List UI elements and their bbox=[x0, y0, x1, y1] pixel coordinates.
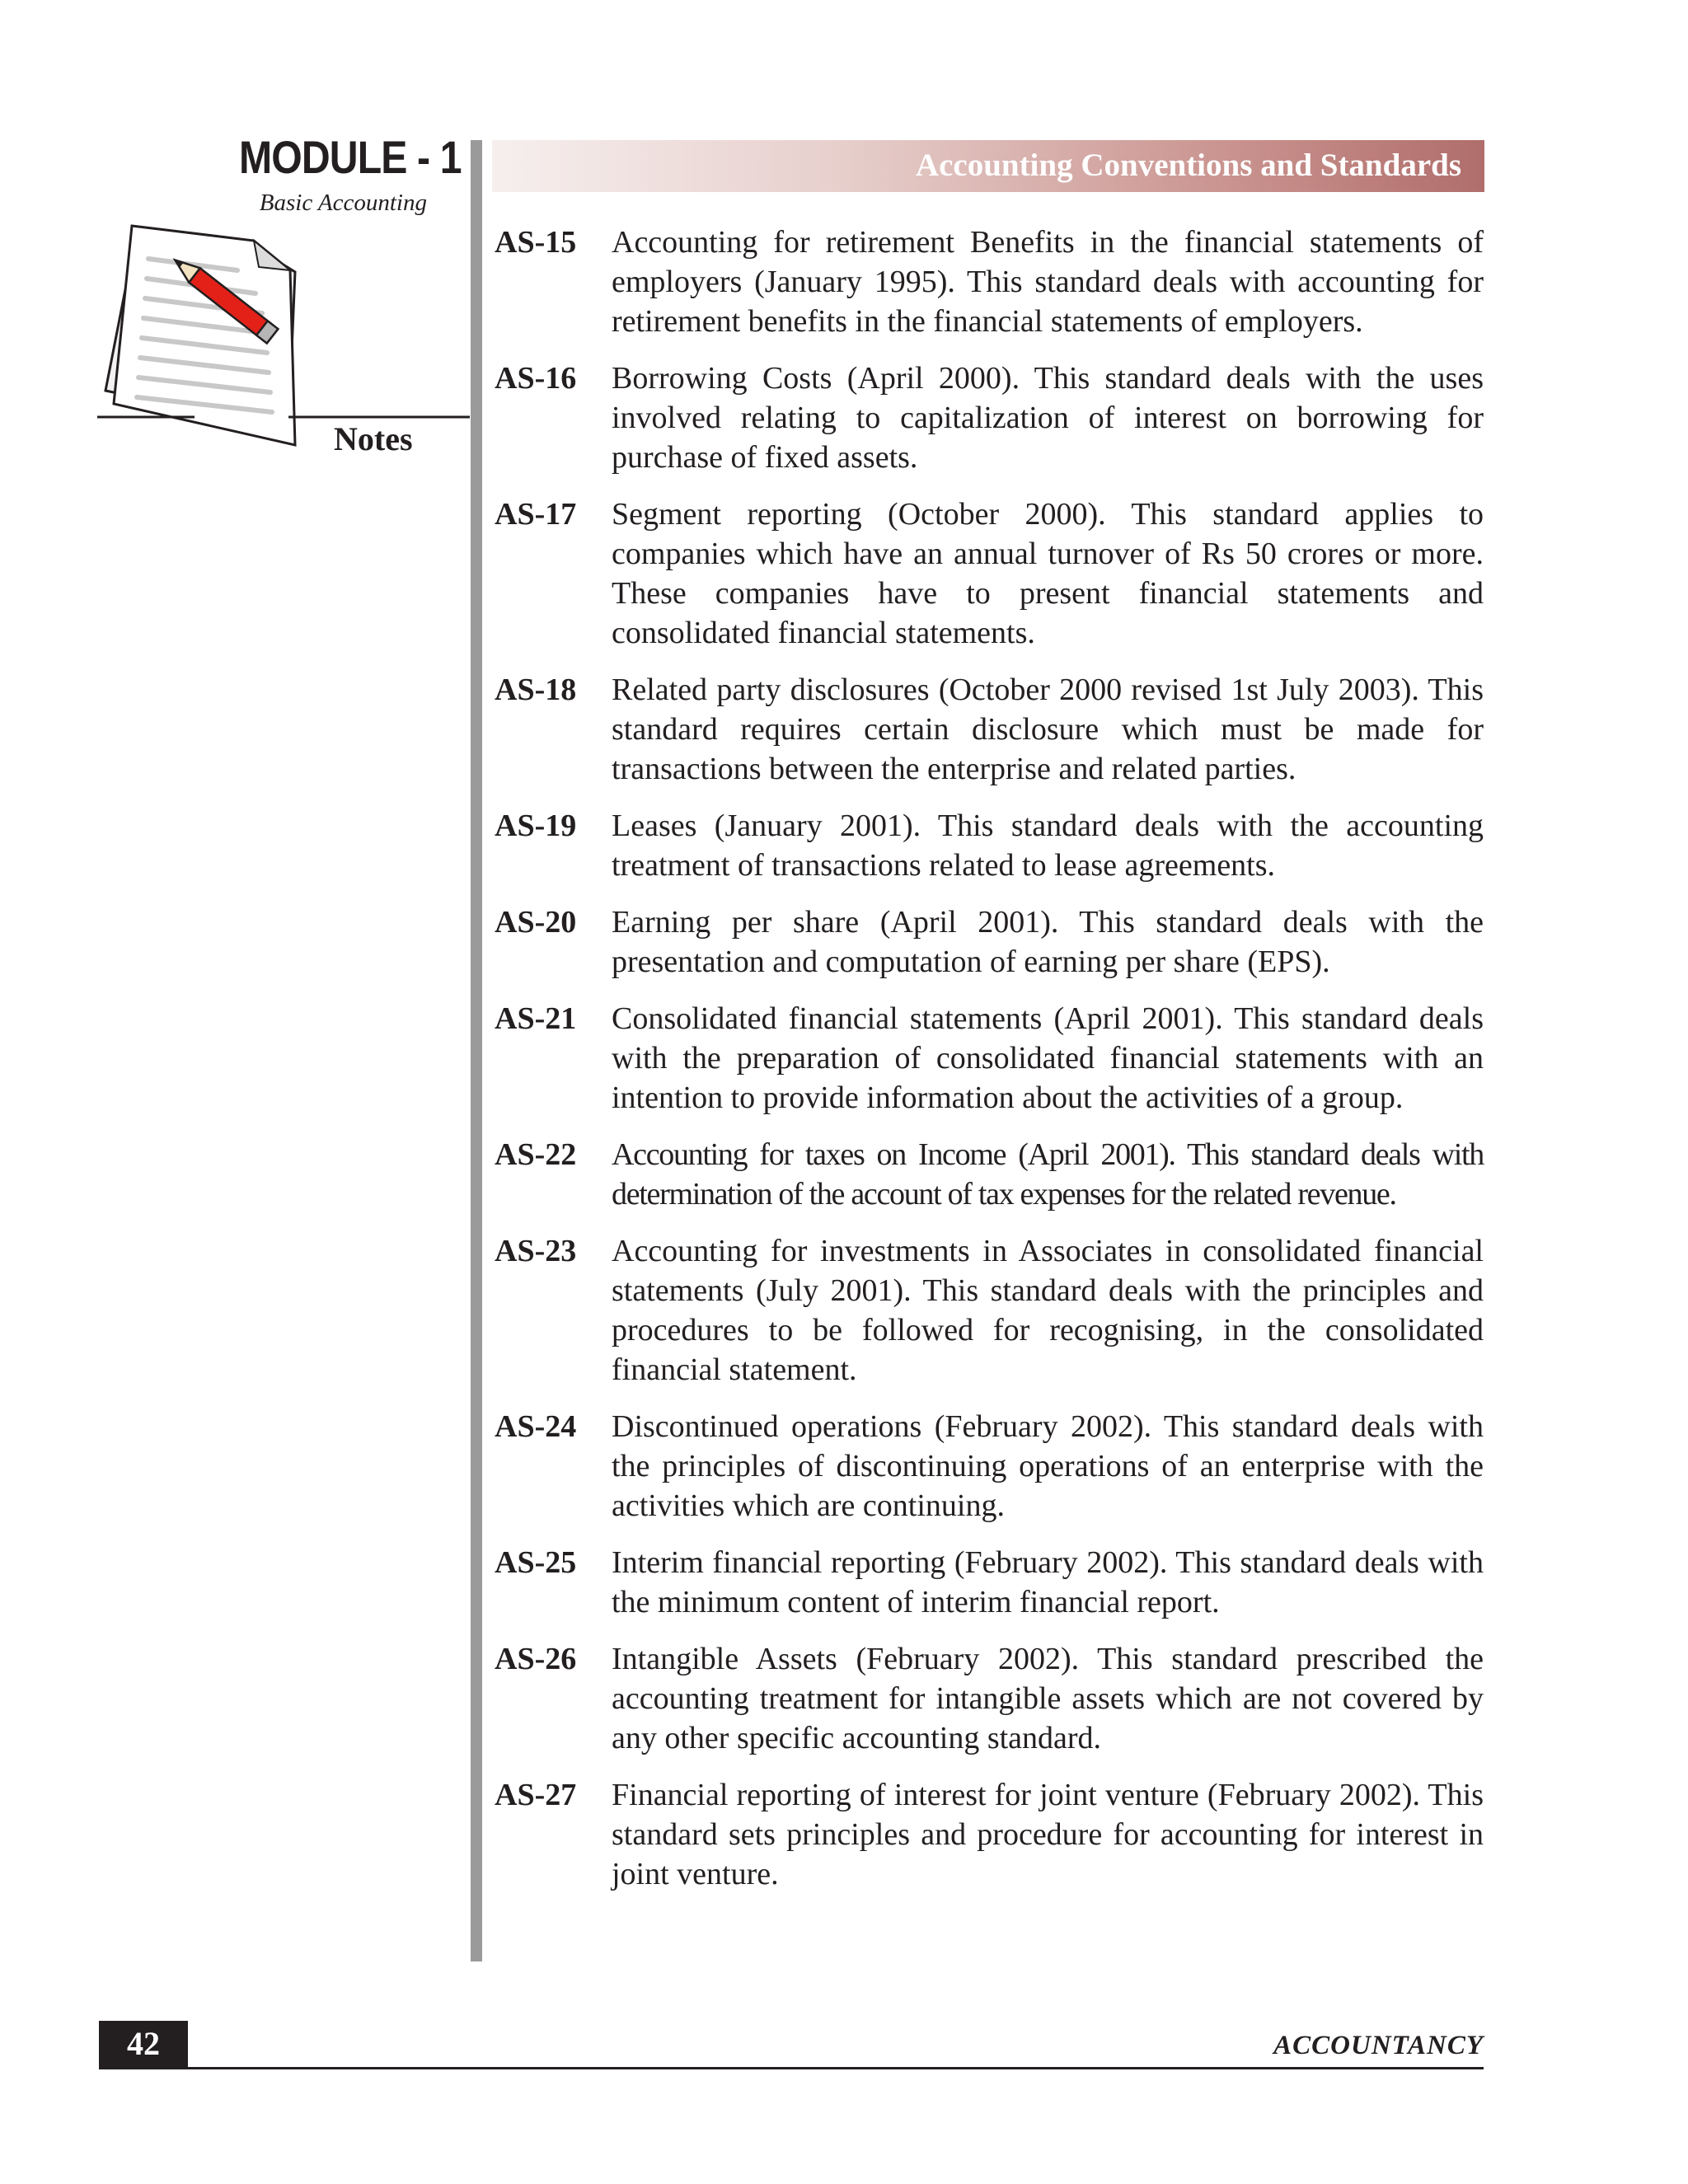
list-item bbox=[495, 1775, 1484, 1894]
standard-code: AS-24 bbox=[495, 1409, 577, 1444]
standard-description: Discontinued operations (February 2002). This standard deals with the principles of discontinuing operations of an enterprise with the activities which are continuing. bbox=[612, 1409, 1484, 1523]
standard-code: AS-26 bbox=[495, 1642, 577, 1676]
standards-list bbox=[495, 223, 1484, 1911]
list-item bbox=[495, 1639, 1484, 1758]
standard-code: AS-18 bbox=[495, 673, 577, 707]
list-item bbox=[495, 1135, 1484, 1214]
standard-description: Borrowing Costs (April 2000). This standard deals with the uses involved relating to capitalization of interest on borrowing for purchase of fixed assets. bbox=[612, 361, 1484, 475]
list-item bbox=[495, 806, 1484, 885]
module-subtitle: Basic Accounting bbox=[259, 190, 427, 216]
standard-description: Financial reporting of interest for joint venture (February 2002). This standard sets principles and procedure for accounting for interest in joint venture. bbox=[612, 1778, 1484, 1891]
list-item bbox=[495, 999, 1484, 1118]
list-item bbox=[495, 223, 1484, 341]
list-item bbox=[495, 359, 1484, 477]
footer-rule bbox=[99, 2067, 1484, 2069]
footer-title: ACCOUNTANCY bbox=[1273, 2031, 1484, 2060]
list-item bbox=[495, 1231, 1484, 1390]
standard-code: AS-23 bbox=[495, 1234, 577, 1268]
standard-code: AS-16 bbox=[495, 361, 577, 396]
standard-code: AS-17 bbox=[495, 497, 577, 532]
page-number: 42 bbox=[99, 2021, 188, 2067]
standard-code: AS-25 bbox=[495, 1545, 577, 1580]
standard-description: Accounting for investments in Associates in consolidated financial statements (July 2001). This standard deals with the principles and procedures to be followed for recognising, in the consolidated financial statement. bbox=[612, 1234, 1484, 1387]
standard-description: Consolidated financial statements (April 2001). This standard deals with the preparation of consolidated financial statements with an intention to provide information about the activities of a group. bbox=[612, 1001, 1484, 1115]
standard-description: Accounting for taxes on Income (April 2001). This standard deals with determination of the account of tax expenses for the related revenue. bbox=[612, 1137, 1484, 1212]
list-item bbox=[495, 670, 1484, 789]
list-item bbox=[495, 902, 1484, 982]
standard-code: AS-27 bbox=[495, 1778, 577, 1812]
standard-description: Interim financial reporting (February 2002). This standard deals with the minimum content of interim financial report. bbox=[612, 1545, 1484, 1619]
standard-code: AS-20 bbox=[495, 905, 577, 940]
list-item bbox=[495, 1543, 1484, 1622]
chapter-title: Accounting Conventions and Standards bbox=[915, 148, 1461, 183]
standard-description: Leases (January 2001). This standard deals with the accounting treatment of transactions related to lease agreements. bbox=[612, 808, 1484, 883]
standard-description: Accounting for retirement Benefits in the financial statements of employers (January 1995). This standard deals with accounting for retirement benefits in the financial statements of employers. bbox=[612, 225, 1484, 339]
vertical-divider bbox=[471, 140, 482, 1961]
list-item bbox=[495, 1407, 1484, 1526]
standard-code: AS-22 bbox=[495, 1137, 577, 1172]
notes-pencil-icon bbox=[97, 223, 470, 462]
standard-description: Related party disclosures (October 2000 revised 1st July 2003). This standard requires certain disclosure which must be made for transactions between the enterprise and related parties. bbox=[612, 673, 1484, 786]
standard-description: Segment reporting (October 2000). This standard applies to companies which have an annual turnover of Rs 50 crores or more. These companies have to present financial statements and consolidated financial statements. bbox=[612, 497, 1484, 650]
standard-code: AS-15 bbox=[495, 225, 577, 260]
chapter-header-bar bbox=[492, 140, 1484, 192]
notes-label: Notes bbox=[334, 420, 413, 457]
module-title: MODULE - 1 bbox=[239, 131, 462, 183]
standard-description: Earning per share (April 2001). This standard deals with the presentation and computation of earning per share (EPS). bbox=[612, 905, 1484, 979]
list-item bbox=[495, 494, 1484, 653]
standard-description: Intangible Assets (February 2002). This standard prescribed the accounting treatment for intangible assets which are not covered by any other specific accounting standard. bbox=[612, 1642, 1484, 1755]
standard-code: AS-21 bbox=[495, 1001, 577, 1036]
standard-code: AS-19 bbox=[495, 808, 577, 843]
